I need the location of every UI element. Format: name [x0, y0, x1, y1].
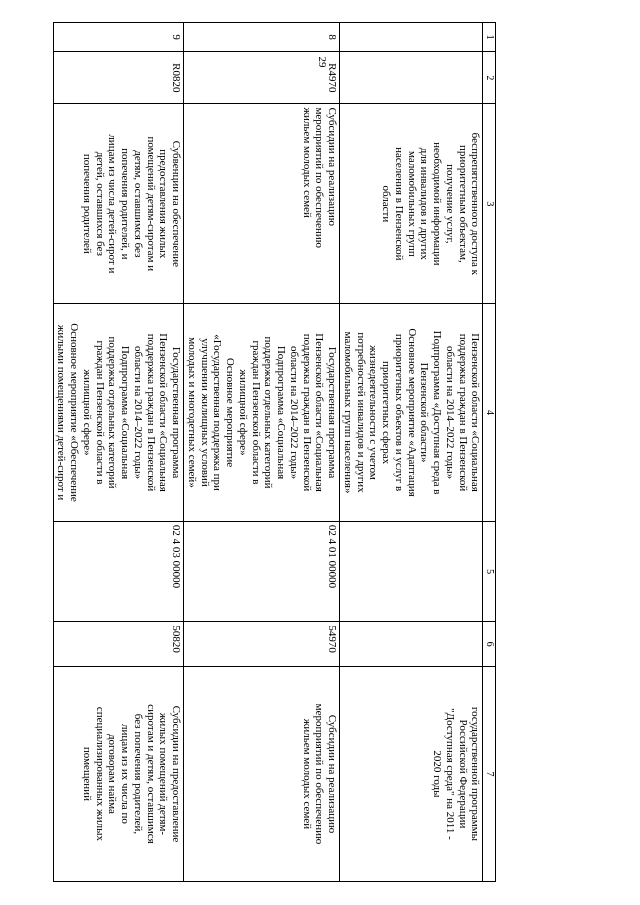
- text-line: специализированных жилых: [93, 706, 106, 842]
- text-line: жилых помещений детям-: [157, 712, 170, 836]
- text-line: попечения родителей: [80, 153, 93, 254]
- program-cell: [53, 304, 184, 522]
- row-number-cell: [340, 23, 483, 52]
- header-col-5: 5: [483, 521, 496, 622]
- table-row: [340, 23, 483, 882]
- text-line: поддержка граждан в Пензенской: [144, 333, 157, 492]
- direction-code-cell: [340, 622, 483, 667]
- text-line: поддержка граждан в Пензенской: [300, 333, 313, 492]
- text-line: поддержка граждан в Пензенской: [456, 333, 469, 492]
- text-line: лицам из их числа по: [119, 724, 132, 824]
- federal-description-cell: [53, 666, 184, 881]
- text-line: области: [380, 185, 393, 223]
- text-line: области на 2014–2022 годы»: [443, 345, 456, 480]
- text-line: помещений: [80, 746, 93, 801]
- text-line: Подпрограмма «Социальная: [275, 345, 288, 480]
- text-line: маломобильных групп: [405, 150, 418, 257]
- text-line: маломобильных групп населения»: [341, 331, 354, 494]
- text-line: Основное мероприятие «Обеспечение: [68, 323, 81, 502]
- text-line: помещений детям-сиротам и: [144, 136, 157, 272]
- text-line: договорам найма: [106, 733, 119, 814]
- direction-code-cell: 50820: [53, 622, 184, 667]
- text-line: области на 2014–2022 годы»: [131, 345, 144, 480]
- text-line: попечения родителей, и: [119, 148, 132, 260]
- federal-description-cell: [340, 666, 483, 881]
- page-number: 29: [316, 56, 328, 68]
- target-code-cell: 02 4 01 00000: [184, 521, 340, 622]
- text-line: детей, оставшихся без: [93, 151, 106, 256]
- federal-description-cell: [184, 666, 340, 881]
- text-line: без попечения родителей,: [131, 713, 144, 835]
- text-line: Государственная программа: [326, 346, 339, 479]
- target-code-cell: [340, 521, 483, 622]
- text-line: граждан Пензенской области в: [249, 340, 262, 485]
- text-line: жилищной сфере»: [236, 369, 249, 456]
- text-line: детям, оставшимся без: [131, 150, 144, 258]
- direction-code-cell: 54970: [184, 622, 340, 667]
- header-col-7: 7: [483, 666, 496, 881]
- text-line: «Государственная поддержка при: [211, 334, 224, 491]
- text-line: Субсидии на реализацию: [326, 714, 339, 834]
- text-line: лицам из числа детей-сирот и: [106, 134, 119, 274]
- text-line: Государственная программа: [170, 346, 183, 479]
- description-cell: [184, 104, 340, 304]
- text-line: Пензенской области «Социальная: [313, 333, 326, 492]
- text-line: Подпрограмма «Доступная среда в: [431, 330, 444, 495]
- text-line: Основное мероприятие «Адаптация: [405, 328, 418, 497]
- text-line: жизнедеятельности с учетом: [367, 345, 380, 480]
- text-line: поддержка отдельных категорий: [106, 336, 119, 489]
- text-line: Российской Федерации: [456, 719, 469, 829]
- header-row: [483, 23, 496, 882]
- text-line: Пензенской области «Социальная: [157, 333, 170, 492]
- text-line: приоритетных сферах: [380, 360, 393, 465]
- text-line: необходимой информации: [431, 142, 444, 266]
- text-line: Субсидии на реализацию: [326, 107, 339, 226]
- text-line: области на 2014–2022 годы»: [287, 345, 300, 480]
- text-line: беспрепятственного доступа к: [469, 132, 482, 276]
- text-line: граждан Пензенской области в: [93, 340, 106, 485]
- row-number-cell: 9: [53, 23, 184, 52]
- text-line: сиротам и детям, оставшимся: [144, 704, 157, 844]
- budget-classification-table: [53, 22, 496, 882]
- target-code-cell: 02 4 03 00000: [53, 521, 184, 622]
- table-row: [53, 23, 184, 882]
- text-line: жильем молодых семей: [300, 107, 313, 218]
- text-line: жильем молодых семей: [300, 718, 313, 830]
- text-line: жилыми помещениями детей-сирот и: [55, 324, 68, 501]
- text-line: 2020 годы: [431, 750, 444, 798]
- description-cell: [53, 104, 184, 304]
- text-line: Пензенской области»: [418, 362, 431, 463]
- text-line: приоритетных объектов и услуг в: [392, 333, 405, 492]
- text-line: улучшении жилищных условий: [198, 338, 211, 487]
- text-line: Субсидии на предоставление: [170, 705, 183, 843]
- program-cell: [184, 304, 340, 522]
- header-col-6: 6: [483, 622, 496, 667]
- rotated-table-container: [55, 22, 496, 882]
- text-line: жилищной сфере»: [80, 369, 93, 456]
- text-line: Субвенции на обеспечение: [170, 140, 183, 268]
- header-col-4: 4: [483, 304, 496, 522]
- text-line: для инвалидов и других: [418, 147, 431, 260]
- code-cell: R0820: [53, 52, 184, 104]
- text-line: населения в Пензенской: [392, 147, 405, 261]
- text-line: Подпрограмма «Социальная: [119, 345, 132, 480]
- text-line: приоритетным объектам,: [456, 144, 469, 263]
- row-number-cell: 8: [184, 23, 340, 52]
- text-line: поддержка отдельных категорий: [262, 336, 275, 489]
- text-line: Основное мероприятие: [224, 357, 237, 468]
- text-line: потребностей инвалидов и других: [354, 332, 367, 493]
- text-line: получение услуг,: [443, 164, 456, 244]
- text-line: предоставления жилых: [157, 149, 170, 259]
- description-cell: [340, 104, 483, 304]
- header-col-2: 2: [483, 52, 496, 104]
- text-line: мероприятий по обеспечению: [313, 107, 326, 248]
- program-cell: [340, 304, 483, 522]
- code-cell: R4970: [184, 52, 340, 104]
- code-cell: [340, 52, 483, 104]
- text-line: молодых и многодетных семей»: [185, 337, 198, 488]
- text-line: мероприятий по обеспечению: [313, 703, 326, 845]
- header-col-1: 1: [483, 23, 496, 52]
- text-line: "Доступная среда" на 2011 -: [443, 708, 456, 840]
- table-row: [184, 23, 340, 882]
- text-line: государственной программы: [469, 706, 482, 842]
- header-col-3: 3: [483, 104, 496, 304]
- text-line: Пензенской области «Социальная: [469, 333, 482, 492]
